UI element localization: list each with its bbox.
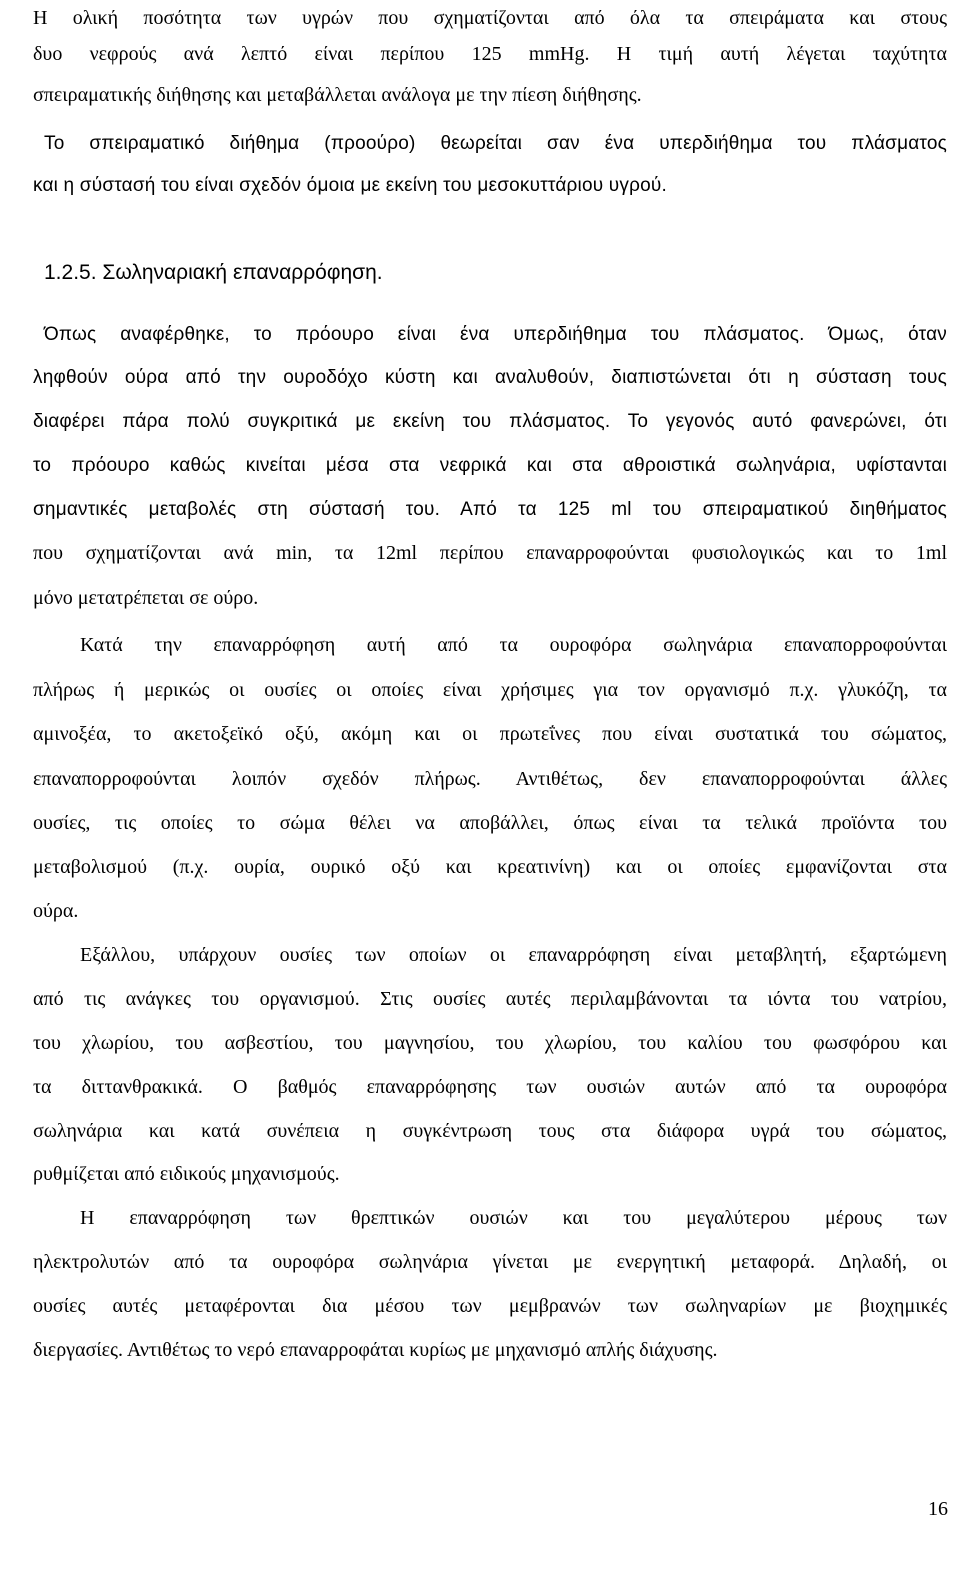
text-line: τα διττανθρακικά. Ο βαθμός επαναρρόφησης των ουσιών αυτών από τα ουροφόρα <box>33 1076 947 1098</box>
text-line: μεταβολισμού (π.χ. ουρία, ουρικό οξύ και κρεατινίνη) και οι οποίες εμφανίζονται στα <box>33 856 947 878</box>
text-line: το πρόουρο καθώς κινείται μέσα στα νεφρικά και στα αθροιστικά σωληνάρια, υφίστανται <box>33 455 947 476</box>
text-line: και η σύστασή του είναι σχεδόν όμοια με εκείνη του μεσοκυττάριου υγρού. <box>33 175 667 196</box>
text-line: Η επαναρρόφηση των θρεπτικών ουσιών και του μεγαλύτερου μέρους των <box>80 1207 947 1229</box>
text-line: Όπως αναφέρθηκε, το πρόουρο είναι ένα υπερδιήθημα του πλάσματος. Όμως, όταν <box>44 324 947 345</box>
text-line: δυο νεφρούς ανά λεπτό είναι περίπου 125 mmHg. Η τιμή αυτή λέγεται ταχύτητα <box>33 43 947 65</box>
section-heading: 1.2.5. Σωληναριακή επαναρρόφηση. <box>44 261 383 284</box>
text-line: ουσίες, τις οποίες το σώμα θέλει να αποβάλλει, όπως είναι τα τελικά προϊόντα του <box>33 812 947 834</box>
text-line: που σχηματίζονται ανά min, τα 12ml περίπου επαναρροφούνται φυσιολογικώς και το 1ml <box>33 542 947 564</box>
text-line: από τις ανάγκες του οργανισμού. Στις ουσίες αυτές περιλαμβάνονται τα ιόντα του νατρίου, <box>33 988 947 1010</box>
text-line: Εξάλλου, υπάρχουν ουσίες των οποίων οι επαναρρόφηση είναι μεταβλητή, εξαρτώμενη <box>80 944 947 966</box>
text-line: διεργασίες. Αντιθέτως το νερό επαναρροφάται κυρίως με μηχανισμό απλής διάχυσης. <box>33 1339 718 1361</box>
text-line: Η ολική ποσότητα των υγρών που σχηματίζονται από όλα τα σπειράματα και στους <box>33 7 947 29</box>
text-line: σημαντικές μεταβολές στη σύστασή του. Από τα 125 ml του σπειραματικού διηθήματος <box>33 499 947 520</box>
text-line: ηλεκτρολυτών από τα ουροφόρα σωληνάρια γίνεται με ενεργητική μεταφορά. Δηλαδή, οι <box>33 1251 947 1273</box>
text-line: ρυθμίζεται από ειδικούς μηχανισμούς. <box>33 1163 340 1185</box>
text-line: ούρα. <box>33 900 79 922</box>
text-line: πλήρως ή μερικώς οι ουσίες οι οποίες είναι χρήσιμες για τον οργανισμό π.χ. γλυκόζη, τα <box>33 679 947 701</box>
text-line: σωληνάρια και κατά συνέπεια η συγκέντρωση τους στα διάφορα υγρά του σώματος, <box>33 1120 947 1142</box>
text-line: ληφθούν ούρα από την ουροδόχο κύστη και αναλυθούν, διαπιστώνεται ότι η σύσταση τους <box>33 367 947 388</box>
text-line: διαφέρει πάρα πολύ συγκριτικά με εκείνη του πλάσματος. Το γεγονός αυτό φανερώνει, ότι <box>33 411 947 432</box>
text-line: Το σπειραματικό διήθημα (προούρο) θεωρείται σαν ένα υπερδιήθημα του πλάσματος <box>44 133 947 154</box>
text-line: ουσίες αυτές μεταφέρονται δια μέσου των μεμβρανών των σωληναρίων με βιοχημικές <box>33 1295 947 1317</box>
text-line: σπειραματικής διήθησης και μεταβάλλεται ανάλογα με την πίεση διήθησης. <box>33 84 642 106</box>
text-line: του χλωρίου, του ασβεστίου, του μαγνησίου, του χλωρίου, του καλίου του φωσφόρου και <box>33 1032 947 1054</box>
page-number: 16 <box>928 1498 948 1520</box>
text-line: Κατά την επαναρρόφηση αυτή από τα ουροφόρα σωληνάρια επαναπορροφούνται <box>80 634 947 656</box>
text-line: αμινοξέα, το ακετοξεϊκό οξύ, ακόμη και οι πρωτεΐνες που είναι συστατικά του σώματος, <box>33 723 947 745</box>
text-line: επαναπορροφούνται λοιπόν σχεδόν πλήρως. Αντιθέτως, δεν επαναπορροφούνται άλλες <box>33 768 947 790</box>
text-line: μόνο μετατρέπεται σε ούρο. <box>33 587 259 609</box>
